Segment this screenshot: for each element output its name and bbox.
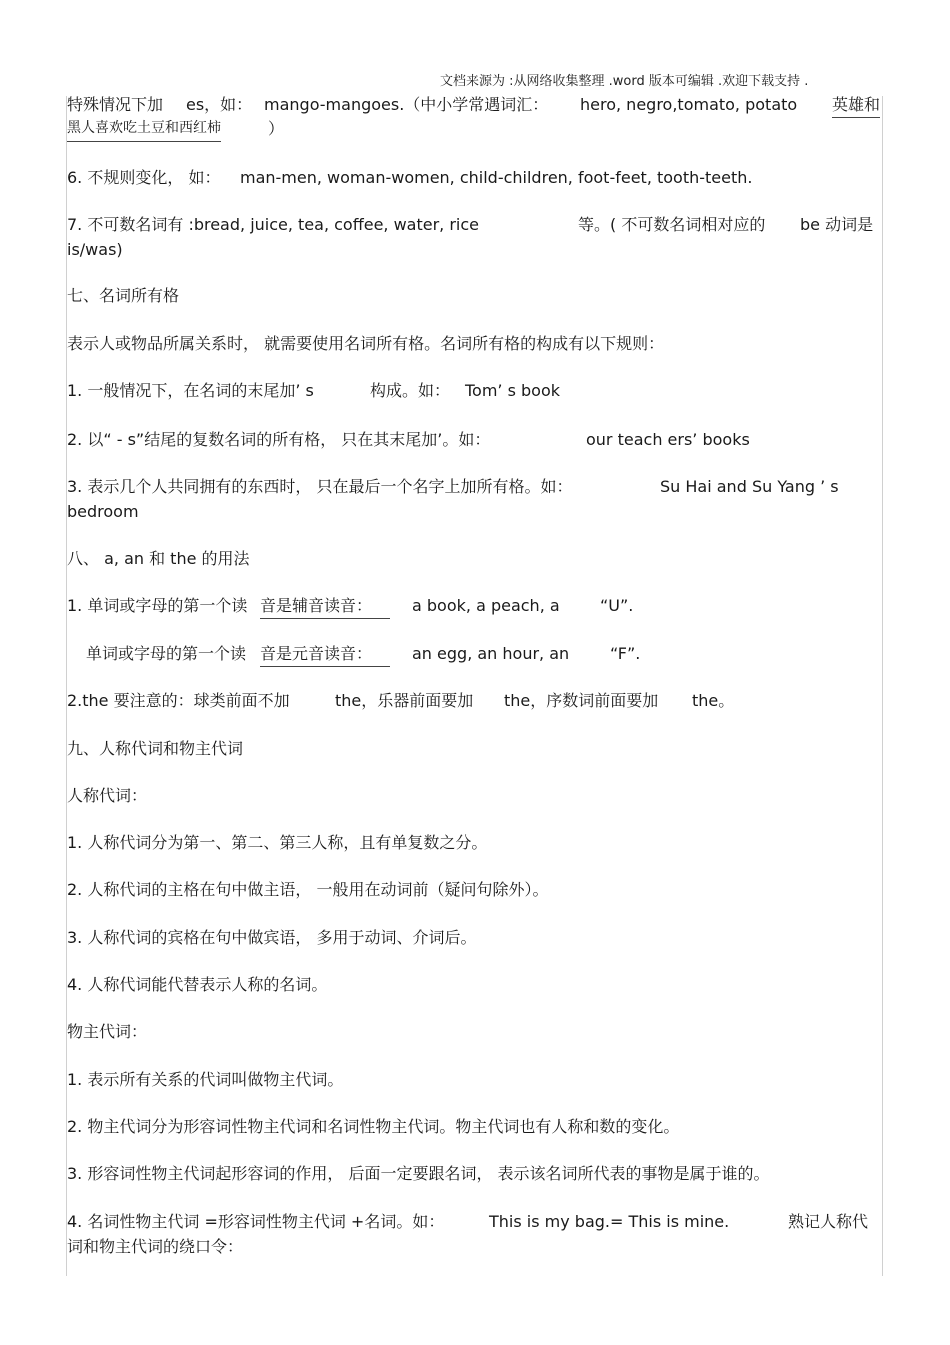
- article-rule-1b-examples: an egg, an hour, an: [412, 644, 570, 663]
- section-heading-possessive: 七、名词所有格: [67, 286, 180, 305]
- subheading-personal-pronouns: 人称代词：: [67, 786, 148, 805]
- text-is-was: is/was): [67, 240, 123, 259]
- text-hero-words: hero, negro,tomato, potato: [580, 95, 798, 114]
- article-rule-1b: 单词或字母的第一个读: [86, 644, 247, 663]
- rule-3: 3. 表示几个人共同拥有的东西时， 只在最后一个名字上加所有格。如：: [67, 477, 573, 496]
- article-rule-2: 2.the 要注意的：球类前面不加: [67, 691, 290, 710]
- pronoun-rule-2: 2. 人称代词的主格在句中做主语， 一般用在动词前（疑问句除外）。: [67, 880, 549, 899]
- rule-1-form: 构成。如：: [370, 381, 451, 400]
- article-rule-1b-underlined: 音是元音读音：: [260, 641, 390, 667]
- text-special-case: 特殊情况下加: [67, 95, 164, 114]
- text-mnemonic: 黑人喜欢吃土豆和西红柿: [67, 116, 221, 142]
- article-rule-1-underlined: 音是辅音读音：: [260, 593, 390, 619]
- article-rule-1-letter: “U”.: [600, 596, 634, 615]
- pronoun-rule-3: 3. 人称代词的宾格在句中做宾语， 多用于动词、介词后。: [67, 928, 477, 947]
- text-hero-meaning: 英雄和: [832, 92, 880, 118]
- pronoun-rule-4: 4. 人称代词能代替表示人称的名词。: [67, 975, 328, 994]
- possessive-rule-4-note-cont: 词和物主代词的绕口令：: [67, 1237, 244, 1256]
- text-close-paren: ）: [268, 119, 285, 138]
- possessive-rule-4: 4. 名词性物主代词 =形容词性物主代词 +名词。如：: [67, 1212, 445, 1231]
- pronoun-rule-1: 1. 人称代词分为第一、第二、第三人称，且有单复数之分。: [67, 833, 488, 852]
- right-margin-rule: [882, 96, 883, 1276]
- section-heading-articles: 八、 a, an 和 the 的用法: [67, 549, 250, 568]
- rule-2-example: our teach ers’ books: [586, 430, 750, 449]
- text-mango-example: mango-mangoes.（中小学常遇词汇：: [264, 95, 549, 114]
- rule-1: 1. 一般情况下，在名词的末尾加’ s: [67, 381, 314, 400]
- article-rule-2-c: the，序数词前面要加: [504, 691, 659, 710]
- rule-1-example: Tom’ s book: [465, 381, 561, 400]
- article-rule-1: 1. 单词或字母的第一个读: [67, 596, 248, 615]
- left-margin-rule: [66, 96, 67, 1276]
- source-header: 文档来源为 :从网络收集整理 .word 版本可编辑 .欢迎下载支持 .: [440, 74, 809, 89]
- possessive-rule-4-note: 熟记人称代: [788, 1212, 869, 1231]
- article-rule-2-d: the。: [692, 691, 735, 710]
- rule-2: 2. 以“ - s”结尾的复数名词的所有格， 只在其末尾加’。如：: [67, 430, 491, 449]
- possessive-rule-1: 1. 表示所有关系的代词叫做物主代词。: [67, 1070, 344, 1089]
- paragraph: 表示人或物品所属关系时， 就需要使用名词所有格。名词所有格的构成有以下规则：: [67, 334, 665, 353]
- possessive-rule-4-example: This is my bag.= This is mine.: [489, 1212, 730, 1231]
- text-irregular-label: 6. 不规则变化， 如：: [67, 168, 221, 187]
- text-uncountable: 7. 不可数名词有 :bread, juice, tea, coffee, water, rice: [67, 215, 480, 234]
- text-es: es，如：: [186, 95, 253, 114]
- rule-3-example-cont: bedroom: [67, 502, 139, 521]
- possessive-rule-2: 2. 物主代词分为形容词性物主代词和名词性物主代词。物主代词也有人称和数的变化。: [67, 1117, 680, 1136]
- text-uncountable-note: 等。( 不可数名词相对应的: [578, 215, 766, 234]
- rule-3-example: Su Hai and Su Yang ’ s: [660, 477, 839, 496]
- section-heading-pronouns: 九、人称代词和物主代词: [67, 739, 244, 758]
- possessive-rule-3: 3. 形容词性物主代词起形容词的作用， 后面一定要跟名词， 表示该名词所代表的事物是属于谁的。: [67, 1164, 770, 1183]
- article-rule-1-examples: a book, a peach, a: [412, 596, 560, 615]
- text-be-verb: be 动词是: [800, 215, 874, 234]
- article-rule-2-b: the，乐器前面要加: [335, 691, 474, 710]
- article-rule-1b-letter: “F”.: [610, 644, 641, 663]
- text-irregular-examples: man-men, woman-women, child-children, foot-feet, tooth-teeth.: [240, 168, 753, 187]
- subheading-possessive-pronouns: 物主代词：: [67, 1022, 148, 1041]
